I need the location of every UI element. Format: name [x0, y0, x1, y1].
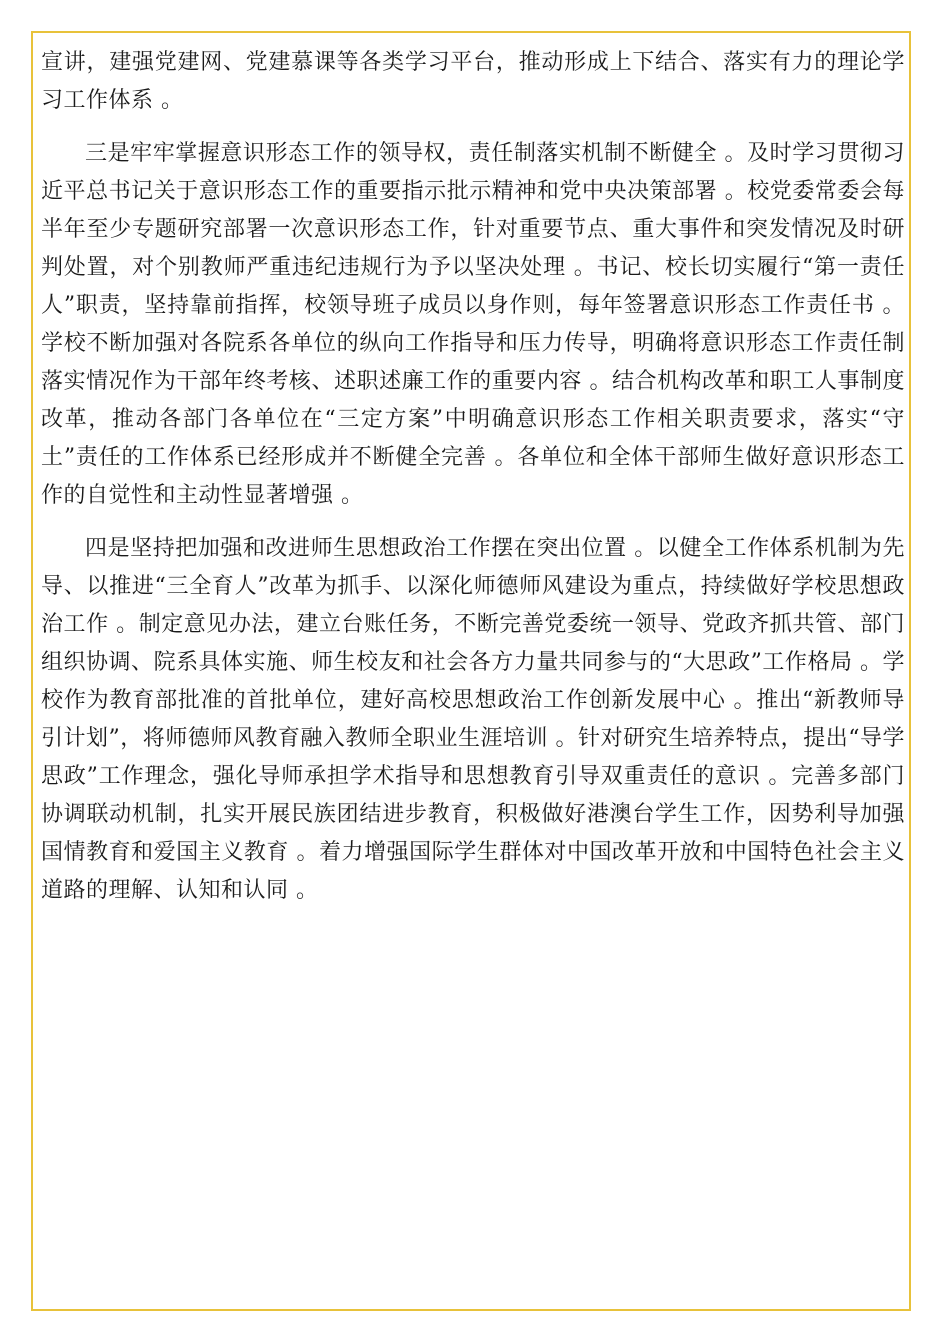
document-body — [41, 44, 905, 925]
paragraph-four: 四是坚持把加强和改进师生思想政治工作摆在突出位置 。以健全工作体系机制为先导、以推进“三全育人”改革为抓手、以深化师德师风建设为重点，持续做好学校思想政治工作 。制定意见办法，建立台账任务，不断完善党委统一领导、党政齐抓共管、部门组织协调、院系具体实施、师生校友和社会各方力量共同参与的“大思政”工作格局 。学校作为教育部批准的首批单位，建好高校思想政治工作创新发展中心 。推出“新教师导引计划”，将师德师风教育融入教师全职业生涯培训 。针对研究生培养特点，提出“导学思政”工作理念，强化导师承担学术指导和思想教育引导双重责任的意识 。完善多部门协调联动机制，扎实开展民族团结进步教育，积极做好港澳台学生工作，因势利导加强国情教育和爱国主义教育 。着力增强国际学生群体对中国改革开放和中国特色社会主义道路的理解、认知和认同 。 — [41, 536, 905, 903]
paragraph-three: 三是牢牢掌握意识形态工作的领导权，责任制落实机制不断健全 。及时学习贯彻习近平总书记关于意识形态工作的重要指示批示精神和党中央决策部署 。校党委常委会每半年至少专题研究部署一次意识形态工作，针对重要节点、重大事件和突发情况及时研判处置，对个别教师严重违纪违规行为予以坚决处理 。书记、校长切实履行“第一责任人”职责，坚持靠前指挥，校领导班子成员以身作则，每年签署意识形态工作责任书 。学校不断加强对各院系各单位的纵向工作指导和压力传导，明确将意识形态工作责任制落实情况作为干部年终考核、述职述廉工作的重要内容 。结合机构改革和职工人事制度改革，推动各部门各单位在“三定方案”中明确意识形态工作相关职责要求，落实“守土”责任的工作体系已经形成并不断健全完善 。各单位和全体干部师生做好意识形态工作的自觉性和主动性显著增强 。 — [41, 141, 905, 508]
paragraph-continuation: 宣讲，建强党建网、党建慕课等各类学习平台，推动形成上下结合、落实有力的理论学习工作体系 。 — [41, 50, 905, 113]
